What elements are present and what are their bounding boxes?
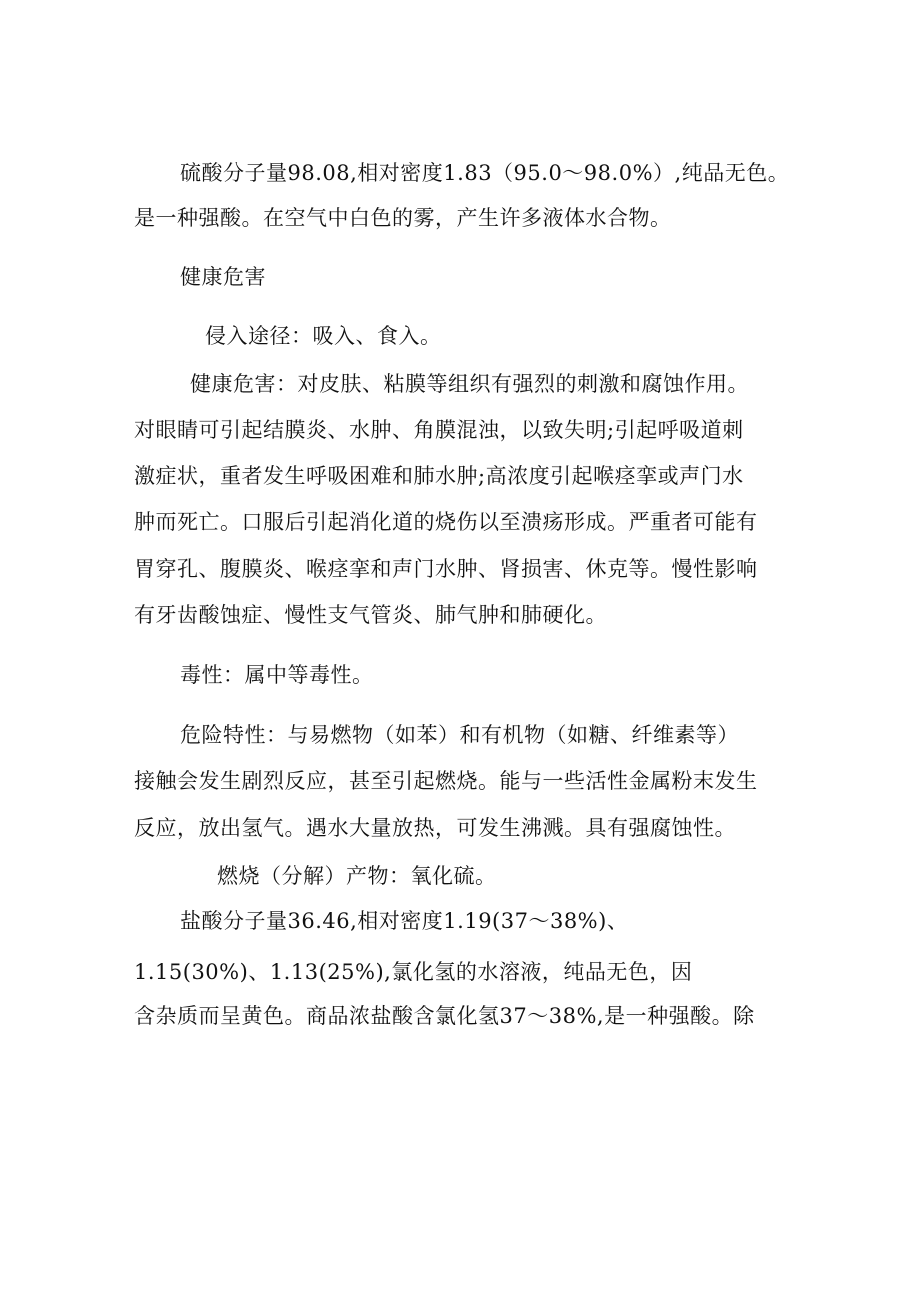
paragraph-danger-line-2: 接触会发生剧烈反应，甚至引起燃烧。能与一些活性金属粉末发生 <box>134 769 758 793</box>
paragraph-danger-line-1: 危险特性：与易燃物（如苯）和有机物（如糖、纤维素等） <box>180 723 739 747</box>
paragraph-sulfuric-line-2: 是一种强酸。在空气中白色的雾，产生许多液体水合物。 <box>134 206 672 230</box>
section-heading-health: 健康危害 <box>180 265 266 289</box>
paragraph-health-line-5: 胃穿孔、腹膜炎、喉痉挛和声门水肿、肾损害、休克等。慢性影响 <box>134 557 758 581</box>
paragraph-toxicity: 毒性：属中等毒性。 <box>180 663 374 687</box>
paragraph-hydrochloric-line-3: 含杂质而呈黄色。商品浓盐酸含氯化氢37～38%,是一种强酸。除 <box>134 1004 755 1028</box>
paragraph-hydrochloric-line-1: 盐酸分子量36.46,相对密度1.19(37～38%)、 <box>180 909 629 933</box>
paragraph-hydrochloric-line-2: 1.15(30%)、1.13(25%),氯化氢的水溶液，纯品无色，因 <box>134 960 693 984</box>
paragraph-route: 侵入途径：吸入、食入。 <box>205 324 442 348</box>
paragraph-danger-line-3: 反应，放出氢气。遇水大量放热，可发生沸溅。具有强腐蚀性。 <box>134 816 736 840</box>
paragraph-health-line-6: 有牙齿酸蚀症、慢性支气管炎、肺气肿和肺硬化。 <box>134 603 607 627</box>
paragraph-combustion: 燃烧（分解）产物：氧化硫。 <box>217 864 497 888</box>
paragraph-health-line-3: 激症状，重者发生呼吸困难和肺水肿;高浓度引起喉痉挛或声门水 <box>134 464 744 488</box>
paragraph-health-line-4: 肿而死亡。口服后引起消化道的烧伤以至溃疡形成。严重者可能有 <box>134 510 758 534</box>
paragraph-sulfuric-line-1: 硫酸分子量98.08,相对密度1.83（95.0～98.0%）,纯品无色。 <box>180 161 790 185</box>
paragraph-health-line-1: 健康危害：对皮肤、粘膜等组织有强烈的刺激和腐蚀作用。 <box>190 372 749 396</box>
paragraph-health-line-2: 对眼睛可引起结膜炎、水肿、角膜混浊，以致失明;引起呼吸道刺 <box>134 418 744 442</box>
